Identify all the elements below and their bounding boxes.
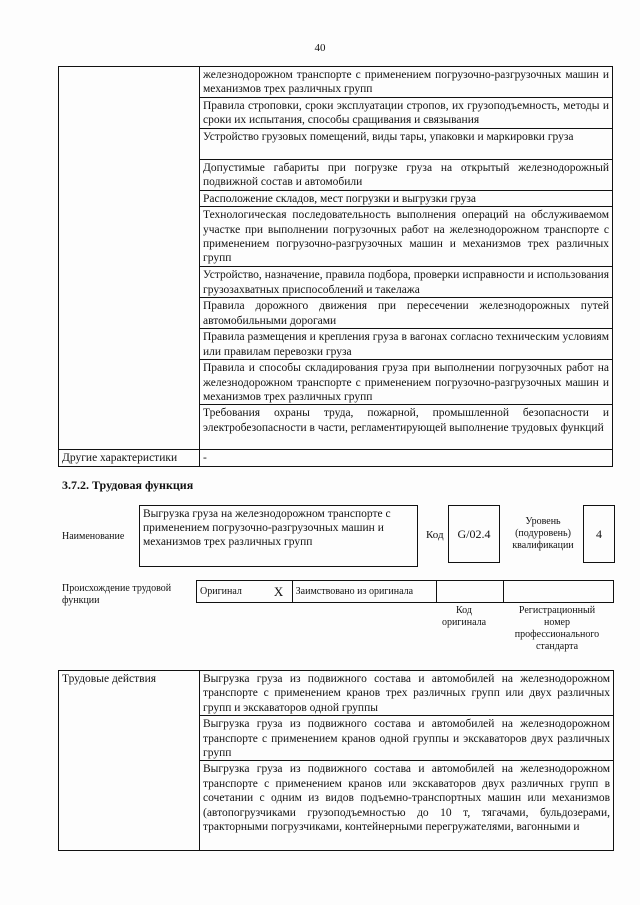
- other-characteristics-label: Другие характеристики: [59, 450, 200, 466]
- table-row: [59, 450, 613, 466]
- borrowed-cell: Заимствовано из оригинала: [292, 581, 436, 603]
- knowledge-cell: Расположение складов, мест погрузки и выгрузки груза: [200, 190, 613, 206]
- reg-number-caption: Регистрационный номер профессионального стандарта: [514, 605, 600, 652]
- knowledge-cell: Правила строповки, сроки эксплуатации стропов, их грузоподъемность, методы и сроки их испытания, способы сращивания и связывания: [200, 97, 613, 128]
- original-code-caption: Код оригинала: [441, 605, 487, 628]
- level-label: Уровень (подуровень) квалификации: [512, 516, 574, 551]
- action-cell: Выгрузка груза из подвижного состава и автомобилей на железнодорожном транспорте с применением кранов трех различных групп или двух различных групп и экскаваторов одной группы: [200, 671, 614, 716]
- knowledge-cell: Устройство, назначение, правила подбора, проверки исправности и использования грузозахватных приспособлений и такелажа: [200, 267, 613, 298]
- origin-table: [196, 580, 614, 603]
- table-row: [59, 67, 613, 98]
- original-mark: X: [265, 581, 292, 603]
- function-code-box: G/02.4: [448, 505, 500, 563]
- reg-number-cell: [504, 581, 614, 603]
- function-name-box: Выгрузка груза на железнодорожном транспорте с применением погрузочно-разгрузочных машин и механизмов трех различных групп: [139, 505, 418, 567]
- knowledge-cell: Устройство грузовых помещений, виды тары, упаковки и маркировки груза: [200, 128, 613, 159]
- knowledge-cell: Правила и способы складирования груза при выполнении погрузочных работ на железнодорожном транспорте с применением погрузочно-разгрузочных машин и механизмов трех различных групп: [200, 360, 613, 405]
- action-cell: Выгрузка груза из подвижного состава и автомобилей на железнодорожном транспорте с применением кранов одной группы и экскаваторов двух различных групп: [200, 716, 614, 761]
- knowledge-cell: Правила дорожного движения при пересечении железнодорожных путей автомобильными дорогами: [200, 298, 613, 329]
- actions-table: [58, 670, 614, 851]
- action-cell: Выгрузка груза из подвижного состава и автомобилей на железнодорожном транспорте с применением кранов или экскаваторов двух различных групп в сочетании с одним из видов подъемно-транспортных машин или механизмов (автопогрузчиками грузоподъемностью до 10 т, тягачами, бульдозерами, тракторными погрузчиками, контейнерными перегружателями, вагонными и: [200, 761, 614, 851]
- section-title: 3.7.2. Трудовая функция: [62, 478, 194, 492]
- knowledge-table: [58, 66, 613, 467]
- table-row: [59, 671, 614, 716]
- name-label: Наименование: [62, 531, 125, 542]
- knowledge-cell: Технологическая последовательность выполнения операций на обслуживаемом участке при выполнении погрузочных работ на железнодорожном транспорте с применением погрузочно-разгрузочных машин и механизмов трех различных групп: [200, 207, 613, 267]
- origin-label: Происхождение трудовой функции: [62, 583, 172, 606]
- knowledge-cell: Правила размещения и крепления груза в вагонах согласно техническим условиям или правилам перевозки груза: [200, 329, 613, 360]
- original-cell: Оригинал: [197, 581, 266, 603]
- knowledge-cell: Требования охраны труда, пожарной, промышленной безопасности и электробезопасности в части, регламентирующей выполнение трудовых функций: [200, 405, 613, 450]
- other-characteristics-value: -: [200, 450, 613, 466]
- knowledge-cell: железнодорожном транспорте с применением погрузочно-разгрузочных машин и механизмов трех различных групп: [200, 67, 613, 98]
- level-value-box: 4: [583, 505, 615, 563]
- original-code-cell: [436, 581, 503, 603]
- page-number: 40: [314, 42, 326, 54]
- label-cell: [59, 67, 200, 450]
- table-row: [197, 581, 614, 603]
- knowledge-cell: Допустимые габариты при погрузке груза на открытый железнодорожный подвижной состав и автомобили: [200, 159, 613, 190]
- code-label: Код: [426, 529, 444, 541]
- actions-label: Трудовые действия: [59, 671, 200, 851]
